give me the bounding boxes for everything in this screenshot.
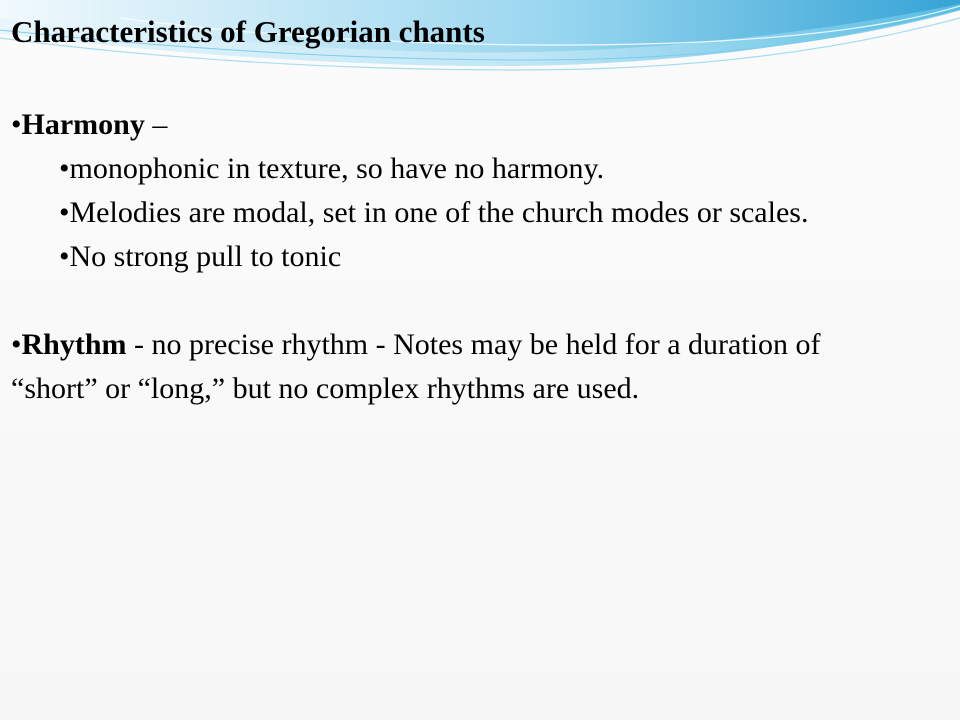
harmony-subpoint-2: •Melodies are modal, set in one of the church modes or scales. bbox=[59, 196, 809, 229]
harmony-label: Harmony bbox=[21, 108, 145, 141]
slide-content bbox=[11, 103, 841, 411]
harmony-dash: – bbox=[144, 108, 168, 141]
rhythm-bullet bbox=[11, 323, 841, 411]
harmony-subpoint-3: •No strong pull to tonic bbox=[59, 240, 342, 273]
harmony-subpoint-1: •monophonic in texture, so have no harmony. bbox=[59, 152, 605, 185]
harmony-bullet-marker: • bbox=[11, 108, 22, 141]
harmony-bullet bbox=[11, 103, 841, 147]
spacer bbox=[11, 279, 841, 323]
slide-title: Characteristics of Gregorian chants bbox=[11, 14, 485, 49]
rhythm-label: Rhythm bbox=[21, 328, 127, 361]
rhythm-text: - no precise rhythm - Notes may be held for a duration of “short” or “long,” but no complex rhythms are used. bbox=[11, 328, 821, 405]
rhythm-bullet-marker: • bbox=[11, 328, 22, 361]
